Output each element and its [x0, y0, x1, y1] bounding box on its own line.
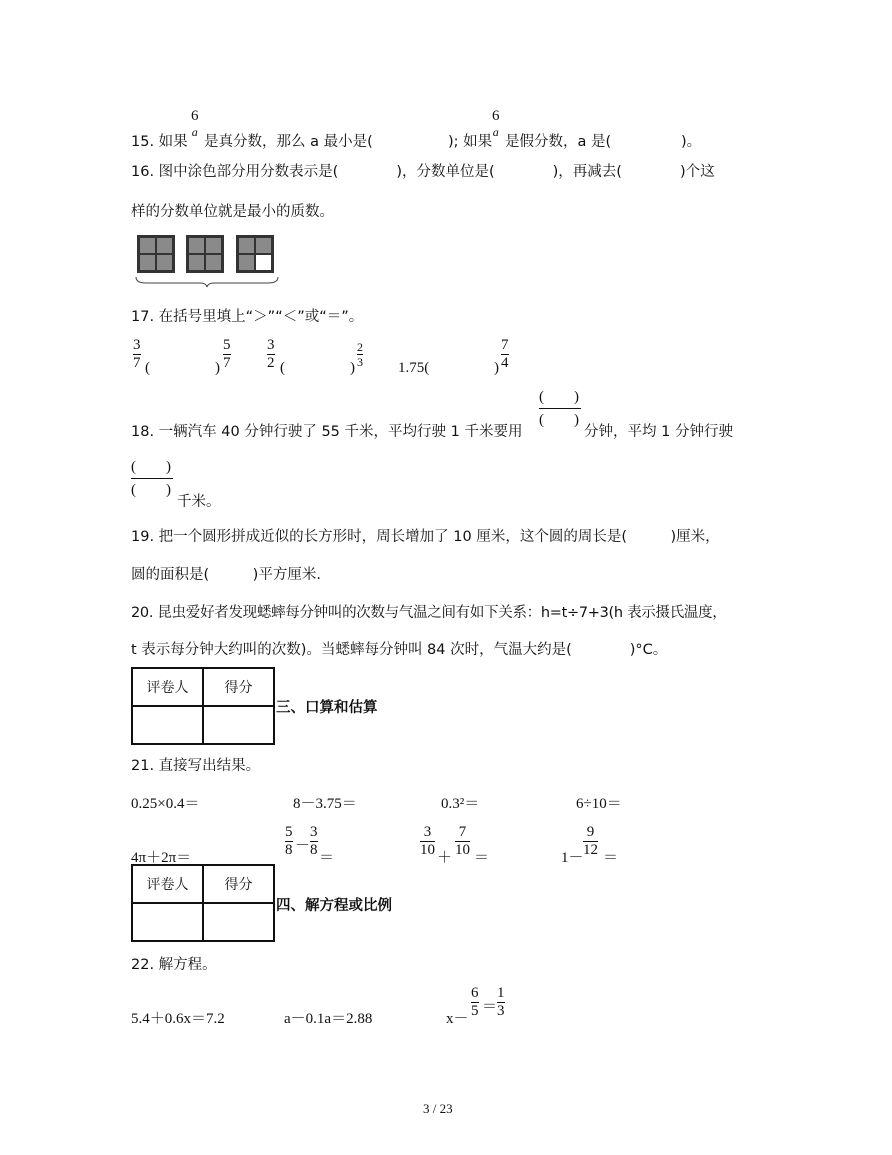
q21-title: 21. 直接写出结果。: [131, 758, 261, 774]
q17-c2-close-paren: ): [350, 360, 355, 376]
frac-denominator: a: [492, 125, 499, 139]
score-table-2: [131, 864, 275, 942]
q21-e3-fraction-a: [420, 824, 435, 859]
q21-e4-equals: ＝: [603, 850, 619, 866]
q17-c2-open-paren: (: [280, 360, 285, 376]
frac-numerator: 1: [497, 985, 505, 1001]
q17-c2-right-fraction: [357, 340, 363, 369]
q21-e4-fraction: [583, 824, 598, 859]
frac-numerator: 7: [458, 824, 467, 840]
shaded-cell: [239, 255, 254, 270]
frac-denominator: 10: [455, 842, 470, 858]
q17-c2-left-fraction: [267, 337, 275, 372]
q16-line-1: 16. 图中涂色部分用分数表示是( )，分数单位是( )，再减去( )个这: [131, 164, 715, 180]
q19-line-1: 19. 把一个圆形拼成近似的长方形时，周长增加了 10 厘米，这个圆的周长是( )厘米，: [131, 529, 720, 545]
q21-e3-plus: ＋: [437, 850, 453, 866]
shaded-cell: [140, 255, 155, 270]
q21-expr-2: 8－3.75＝: [293, 796, 357, 812]
shaded-cell: [256, 238, 271, 253]
frac-denominator: 2: [267, 355, 275, 371]
frac-denominator: a: [191, 125, 198, 139]
square-3: [236, 235, 274, 273]
shaded-cell: [239, 238, 254, 253]
q22-eq3-prefix: x－: [446, 1011, 469, 1027]
shaded-cell: [157, 255, 172, 270]
q17-c1-left-fraction: [133, 337, 141, 372]
square-1: [137, 235, 175, 273]
frac-denominator: 8: [310, 842, 318, 858]
q22-title: 22. 解方程。: [131, 957, 217, 973]
q16-line-2: 样的分数单位就是最小的质数。: [131, 204, 334, 220]
score-table-1: [131, 667, 275, 745]
q21-e2-fraction-b: [310, 824, 318, 859]
q21-e3-equals: ＝: [474, 850, 490, 866]
reviewer-header: 评卷人: [132, 865, 203, 903]
frac-bar: [131, 478, 173, 479]
q22-eq3-equals: ＝: [482, 999, 498, 1015]
blank-numerator[interactable]: ( ): [131, 459, 171, 475]
shaded-cell: [189, 238, 204, 253]
frac-denominator: 7: [223, 355, 231, 371]
q18-text-1: 18. 一辆汽车 40 分钟行驶了 55 千米，平均行驶 1 千米要用: [131, 424, 523, 440]
reviewer-cell[interactable]: [132, 706, 203, 744]
q17-title: 17. 在括号里填上“＞”“＜”或“＝”。: [131, 309, 364, 325]
q15-text-3: 是假分数，a 是(: [505, 134, 612, 150]
score-header: 得分: [203, 668, 274, 706]
q15-text-2: ); 如果: [448, 134, 493, 150]
q21-e2-equals: ＝: [319, 850, 335, 866]
frac-numerator: 6: [471, 985, 479, 1001]
frac-numerator: 6: [492, 108, 500, 124]
brace-under-squares: [134, 276, 280, 288]
q21-expr-5: 4π＋2π＝: [131, 850, 192, 866]
section-3-heading: 三、口算和估算: [276, 700, 378, 716]
score-cell[interactable]: [203, 706, 274, 744]
q17-c3-left: 1.75(: [398, 360, 430, 376]
shaded-cell: [206, 255, 221, 270]
frac-denominator: 3: [497, 1003, 505, 1019]
blank-denominator[interactable]: ( ): [131, 482, 171, 498]
frac-denominator: 12: [583, 842, 598, 858]
frac-numerator: 3: [133, 337, 141, 353]
q21-e3-fraction-b: [455, 824, 470, 859]
q15-text-1: 是真分数，那么 a 最小是(: [204, 134, 373, 150]
shaded-cell: [157, 238, 172, 253]
frac-numerator: 5: [223, 337, 231, 353]
q22-eq3-fraction-left: [471, 985, 479, 1020]
q20-line-1: 20. 昆虫爱好者发现蟋蟀每分钟叫的次数与气温之间有如下关系：h=t÷7+3(h 表示摄氏温度，: [131, 605, 727, 621]
frac-bar: [539, 408, 581, 409]
q18-blank-fraction-1[interactable]: [539, 388, 581, 429]
q21-expr-4: 6÷10＝: [576, 796, 622, 812]
score-cell[interactable]: [203, 903, 274, 941]
frac-denominator: 4: [501, 355, 509, 371]
section-4-heading: 四、解方程或比例: [276, 898, 392, 914]
q21-expr-3: 0.3²＝: [441, 796, 480, 812]
frac-denominator: 5: [471, 1003, 479, 1019]
reviewer-cell[interactable]: [132, 903, 203, 941]
shaded-cell: [140, 238, 155, 253]
blank-denominator[interactable]: ( ): [539, 412, 579, 428]
frac-numerator: 3: [423, 824, 432, 840]
q15-fraction-6-over-a: [191, 108, 199, 139]
frac-numerator: 6: [191, 108, 199, 124]
frac-numerator: 3: [267, 337, 275, 353]
frac-numerator: 3: [310, 824, 318, 840]
q22-equation-1: 5.4＋0.6x＝7.2: [131, 1011, 225, 1027]
q21-e4-prefix: 1－: [561, 850, 584, 866]
q21-e2-fraction-a: [285, 824, 293, 859]
frac-numerator: 7: [501, 337, 509, 353]
q17-c3-right-fraction: [501, 337, 509, 372]
reviewer-header: 评卷人: [132, 668, 203, 706]
score-header: 得分: [203, 865, 274, 903]
q17-c1-open-paren: (: [145, 360, 150, 376]
q15-fraction-6-over-a-2: [492, 108, 500, 139]
q18-blank-fraction-2[interactable]: [131, 458, 173, 499]
q15-text-4: )。: [681, 134, 702, 150]
q17-c1-close-paren: ): [215, 360, 220, 376]
q21-expr-1: 0.25×0.4＝: [131, 796, 200, 812]
page-number: 3 / 23: [423, 1101, 453, 1116]
unshaded-cell: [256, 255, 271, 270]
shaded-cell: [189, 255, 204, 270]
shaded-cell: [206, 238, 221, 253]
q18-text-3: 千米。: [177, 494, 221, 510]
q15-prefix: 15. 如果: [131, 134, 188, 150]
q22-eq3-fraction-right: [497, 985, 505, 1020]
blank-numerator[interactable]: ( ): [539, 389, 579, 405]
frac-numerator: 5: [285, 824, 293, 840]
frac-denominator: 7: [133, 355, 141, 371]
frac-denominator: 3: [357, 355, 363, 369]
q21-e2-minus: －: [295, 838, 311, 854]
square-2: [186, 235, 224, 273]
q19-line-2: 圆的面积是( )平方厘米.: [131, 567, 321, 583]
frac-numerator: 2: [357, 340, 363, 354]
q17-c1-right-fraction: [223, 337, 231, 372]
frac-numerator: 9: [586, 824, 595, 840]
q17-c3-close-paren: ): [494, 360, 499, 376]
q18-text-2: 分钟，平均 1 分钟行驶: [584, 424, 733, 440]
q20-line-2: t 表示每分钟大约叫的次数)。当蟋蟀每分钟叫 84 次时，气温大约是( )°C。: [131, 642, 668, 658]
frac-denominator: 8: [285, 842, 293, 858]
frac-denominator: 10: [420, 842, 435, 858]
q22-equation-2: a－0.1a＝2.88: [284, 1011, 373, 1027]
